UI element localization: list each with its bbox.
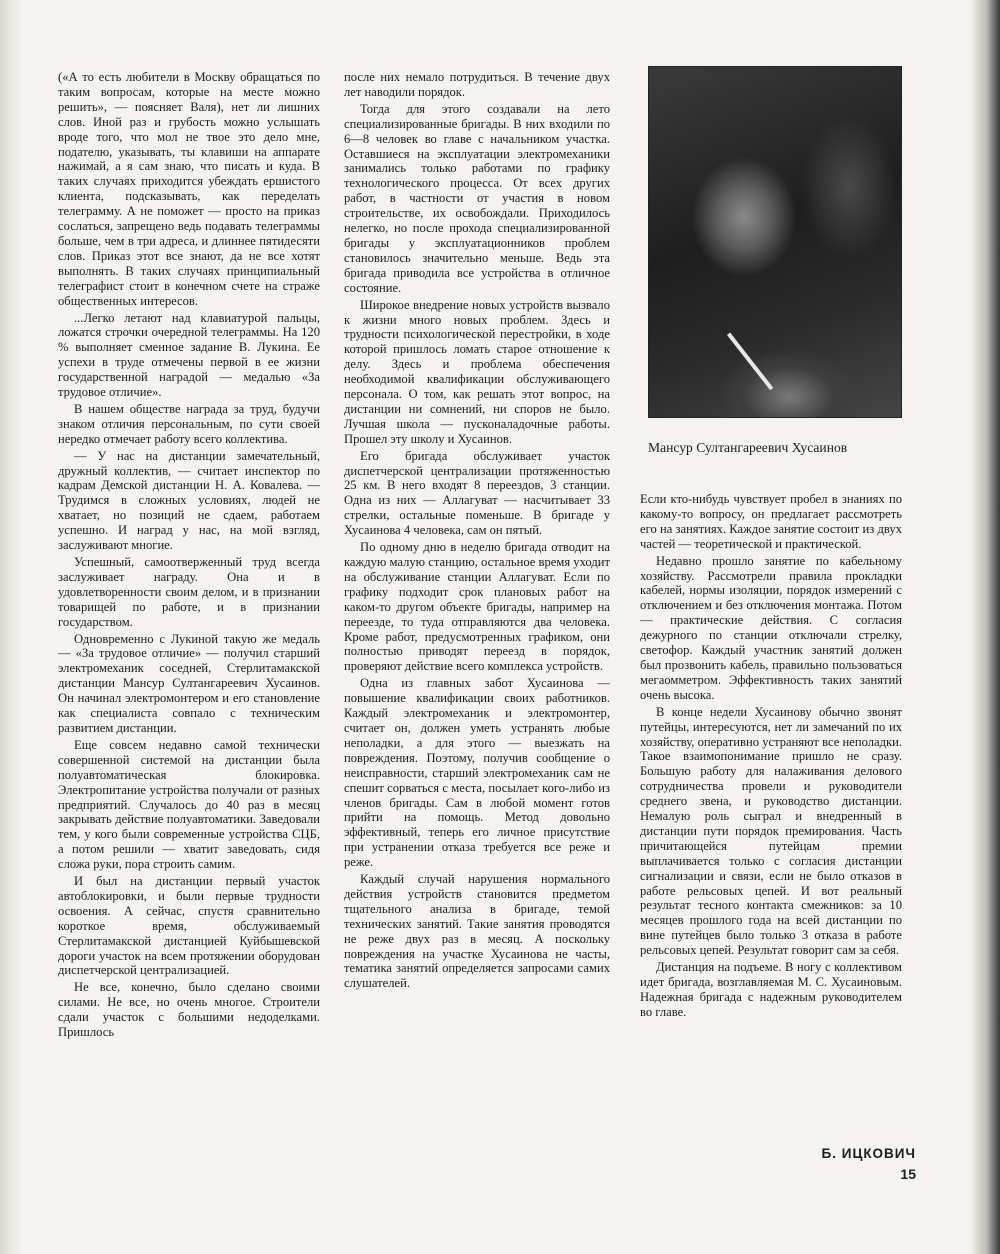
paragraph: Каждый случай нарушения нормального действия устройств становится предметом тщательного анализа в бригаде, темой технических занятий. Такие занятия проводятся не реже двух раз в месяц. А поскольку повреждения на участке Хусаинова не часты, тематика занятий определяется запросами самих слушателей. [344,872,610,991]
paragraph: («А то есть любители в Москву обращаться по таким вопросам, которые на месте можно решить», — поясняет Валя), нет ли лишних слов. Иной раз и грубость можно услышать вроде того, что мол не твое это дело мне, подателю, указывать, ты клавиши на аппарате нажимай, а я сам знаю, что писать и куда. В таких случаях приходится убеждать ершистого клиента, подсказывать, как переделать телеграмму. А не поможет — просто на приказ сослаться, запрещено ведь подавать телеграммы больше, чем в три адреса, и длиннее пятидесяти слов. Приказ этот все знают, да не все хотят выполнять. В таких случаях принципиальный телеграфист стоит в конечном счете на страже общественных интересов. [58,70,320,308]
paragraph: Еще совсем недавно самой технически совершенной системой на дистанции была полуавтоматическая блокировка. Электропитание устройства получали от разных предприятий. Случалось до 40 раз в месяц закрывать действие полуавтоматики. Заведовали тем, у кого были современные устройства СЦБ, а потом решили — хватит заведовать, сидя сложа руки, пора строить самим. [58,737,320,872]
paragraph: — У нас на дистанции замечательный, дружный коллектив, — считает инспектор по кадрам Демской дистанции Н. А. Ковалева. — Трудимся в сложных условиях, людей не хватает, но позиций не сдаем, работаем успешно. И наград у нас, на мой взгляд, заслуживают многие. [58,448,320,553]
paragraph: Его бригада обслуживает участок диспетчерской централизации протяженностью 25 км. В него входят 8 переездов, 3 станции. Одна из них — Аллагуват — насчитывает 33 стрелки, остальные поменьше. В бригаде у Хусаинова 4 человека, сам он пятый. [344,448,610,538]
paragraph: ...Легко летают над клавиатурой пальцы, ложатся строчки очередной телеграммы. На 120 % выполняет сменное задание В. Лукина. Ее успехи в труде отмечены первой в ее жизни государственной наградой — медалью «За трудовое отличие». [58,310,320,400]
paragraph: Успешный, самоотверженный труд всегда заслуживает награду. Она и в удовлетворенности своим делом, и в признании товарищей по работе, и в признании государством. [58,555,320,629]
photo-caption: Мансур Султангареевич Хусаинов [648,440,848,455]
paragraph: Широкое внедрение новых устройств вызвало к жизни много новых проблем. Здесь и трудности психологической перестройки, в ходе которой пришлось ломать старое отношение к делу. Здесь и проблема обеспечения необходимой квалификации обслуживающего персонала. О том, как решать этот вопрос, на дистанции ни сомнений, ни споров не было. Лучшая школа — пусконаладочные работы. Прошел эту школу и Хусаинов. [344,297,610,446]
scan-edge-left [0,0,22,1254]
scan-edge-right [970,0,1000,1254]
article-column-1 [58,70,320,1170]
paragraph: после них немало потрудиться. В течение двух лет наводили порядок. [344,70,610,99]
paragraph: По одному дню в неделю бригада отводит на каждую малую станцию, остальное время уходит на обслуживание станции Аллагуват. Если по графику подходит срок плановых работ на каком-то другом объекте бригады, например на переезде, то туда отправляются два человека. Кроме работ, предусмотренных графиком, они полностью приводят переезд в порядок, проверяют действие всего комплекса устройств. [344,540,610,674]
paragraph: В нашем обществе награда за труд, будучи знаком отличия персональным, по сути своей нередко отмечает работу всего коллектива. [58,401,320,446]
paragraph: Если кто-нибудь чувствует пробел в знаниях по какому-то вопросу, он предлагает рассмотреть его на занятиях. Каждое занятие состоит из двух частей — теоретической и практической. [640,492,902,551]
page-number: 15 [900,1166,916,1182]
author-signature: Б. ИЦКОВИЧ [821,1146,916,1161]
paragraph: Одна из главных забот Хусаинова — повышение квалификации своих работников. Каждый электромеханик и электромонтер, считает он, должен уметь устранять любые неполадки, а для этого — выезжать на повреждения. Поэтому, получив сообщение о неисправности, старший электромеханик сам не спешит сорваться с места, посылает кого-либо из членов бригады. Сам в любой момент готов прийти на помощь. Метод довольно эффективный, теперь его личное присутствие при устранении отказа требуется все реже и реже. [344,676,610,870]
article-column-2 [344,70,610,1170]
paragraph: Дистанция на подъеме. В ногу с коллективом идет бригада, возглавляемая М. С. Хусаиновым. Надежная бригада с надежным руководителем во главе. [640,960,902,1019]
paragraph: В конце недели Хусаинову обычно звонят путейцы, интересуются, нет ли замечаний по их хозяйству, оперативно устраняют все неполадки. Такое взаимопонимание пришло не сразу. Большую работу для налаживания делового сотрудничества провели и руководители среднего звена, и руководство дистанции. Немалую роль сыграл и внедренный в дистанции пути порядок премирования. Часть причитающейся путейцам премии выплачивается только с согласия дистанции сигнализации и связи, если не было отказов в работе рельсовых цепей. И вот реальный результат тесного контакта смежников: за 10 месяцев прошлого года на всей дистанции по вине путейцев было только 3 отказа в работе рельсовых цепей. Результат говорит сам за себя. [640,704,902,958]
paragraph: И был на дистанции первый участок автоблокировки, и были первые трудности освоения. А сейчас, спустя сравнительно короткое время, обслуживаемый Стерлитамакской дистанцией Куйбышевской дороги участок на всем протяжении оборудован диспетчерской централизацией. [58,874,320,978]
portrait-photo [648,66,902,418]
paragraph: Одновременно с Лукиной такую же медаль — «За трудовое отличие» — получил старший электромеханик соседней, Стерлитамакской дистанции Мансур Султангареевич Хусаинов. Он начинал электромонтером и его становление как специалиста совпало с техническим развитием дистанции. [58,631,320,735]
paragraph: Тогда для этого создавали на лето специализированные бригады. В них входили по 6—8 человек во главе с начальником участка. Оставшиеся на эксплуатации электромеханики занимались только работами по графику технологического процесса. От всех других работ, в частности от участия в новом строительстве, их освобождали. Приходилось нелегко, но после прохода специализированной бригады у эксплуатационников проблем становилось значительно меньше. Ведь эта бригада приводила все устройства в отличное состояние. [344,101,610,295]
pencil-highlight [727,333,773,391]
paragraph: Не все, конечно, было сделано своими силами. Не все, но очень многое. Строители сдали участок с большими недоделками. Пришлось [58,980,320,1040]
paragraph: Недавно прошло занятие по кабельному хозяйству. Рассмотрели правила прокладки кабелей, нормы изоляции, порядок измерений с отключением и без отключения монтажа. Потом — практические действия. С согласия дежурного по станции отключали стрелку, светофор. Каждый участник занятий должен был прозвонить кабель, правильно пользоваться мегаомметром. Эффективность таких занятий очень высока. [640,553,902,702]
article-column-3 [640,492,902,1128]
